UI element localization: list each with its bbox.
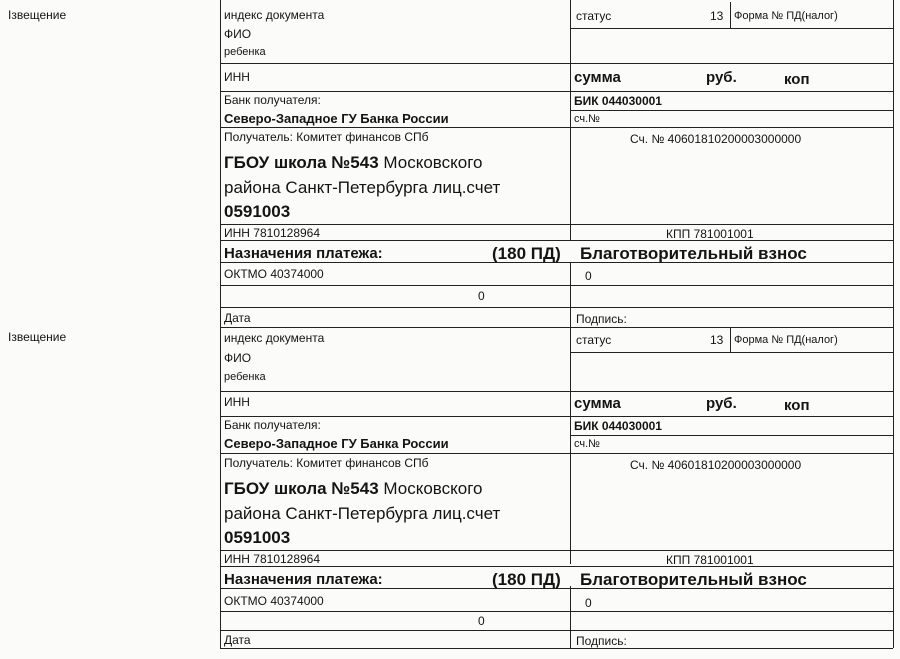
school-name: ГБОУ школа №543 <box>224 153 379 172</box>
child-label: ребенка <box>224 46 266 58</box>
sch-label: сч.№ <box>574 113 600 125</box>
sum-label: сумма <box>574 69 621 86</box>
inn-value: ИНН 7810128964 <box>224 552 321 566</box>
account-number: 0591003 <box>224 528 291 547</box>
school-line1 <box>224 480 483 498</box>
bank-label: Банк получателя: <box>224 418 321 432</box>
school-district: Московского <box>378 153 483 172</box>
bik-value: БИК 044030001 <box>574 94 662 108</box>
child-label: ребенка <box>224 371 266 383</box>
inn-label: ИНН <box>224 70 250 84</box>
sch-label: сч.№ <box>574 438 600 450</box>
corr-account: Сч. № 40601810200003000000 <box>630 458 802 472</box>
recipient-label: Получатель: Комитет финансов СПб <box>224 456 429 470</box>
fio-label: ФИО <box>224 27 252 41</box>
date-label: Дата <box>224 633 251 647</box>
account-number: 0591003 <box>224 202 291 221</box>
kop-label: коп <box>784 397 810 414</box>
inn-label: ИНН <box>224 395 250 409</box>
bank-name: Северо-Западное ГУ Банка России <box>224 436 449 451</box>
corr-account: Сч. № 40601810200003000000 <box>630 132 802 146</box>
purpose-code: (180 ПД) <box>492 570 561 589</box>
status-label: статус <box>576 333 612 347</box>
payment-slip <box>220 324 893 648</box>
kpp-value: КПП 781001001 <box>666 227 754 241</box>
school-line2: района Санкт-Петербурга лиц.счет <box>224 504 501 523</box>
form-label: Форма № ПД(налог) <box>734 334 838 346</box>
index-doc-label: индекс документа <box>224 331 325 345</box>
oktmo-value: ОКТМО 40374000 <box>224 267 324 281</box>
purpose-text: Благотворительный взнос <box>580 570 807 589</box>
signature-label: Подпись: <box>576 634 627 648</box>
slip-side-label: Ізвещение <box>8 8 67 22</box>
index-doc-label: индекс документа <box>224 8 325 22</box>
fio-label: ФИО <box>224 351 252 365</box>
zero-value: 0 <box>478 289 485 303</box>
purpose-text: Благотворительный взнос <box>580 244 807 263</box>
school-line1 <box>224 154 483 172</box>
inn-value: ИНН 7810128964 <box>224 226 321 240</box>
purpose-label: Назначения платежа: <box>224 571 383 588</box>
bank-label: Банк получателя: <box>224 93 321 107</box>
bank-name: Северо-Западное ГУ Банка России <box>224 111 449 126</box>
school-name: ГБОУ школа №543 <box>224 479 379 498</box>
payment-slip <box>220 0 893 330</box>
sum-label: сумма <box>574 395 621 412</box>
kpp-value: КПП 781001001 <box>666 553 754 567</box>
date-label: Дата <box>224 311 251 325</box>
zero-value: 0 <box>478 614 485 628</box>
rub-label: руб. <box>706 395 737 412</box>
school-line2: района Санкт-Петербурга лиц.счет <box>224 178 501 197</box>
recipient-label: Получатель: Комитет финансов СПб <box>224 130 429 144</box>
oktmo-right-value: 0 <box>585 269 592 283</box>
status-label: статус <box>576 9 612 23</box>
kop-label: коп <box>784 71 810 88</box>
rub-label: руб. <box>706 69 737 86</box>
oktmo-value: ОКТМО 40374000 <box>224 594 324 608</box>
purpose-code: (180 ПД) <box>492 244 561 263</box>
purpose-label: Назначения платежа: <box>224 245 383 262</box>
signature-label: Подпись: <box>576 312 627 326</box>
bik-value: БИК 044030001 <box>574 419 662 433</box>
slip-side-label: Ізвещение <box>8 330 67 344</box>
status-value: 13 <box>710 333 724 347</box>
status-value: 13 <box>710 9 724 23</box>
form-label: Форма № ПД(налог) <box>734 10 838 22</box>
oktmo-right-value: 0 <box>585 596 592 610</box>
school-district: Московского <box>378 479 483 498</box>
